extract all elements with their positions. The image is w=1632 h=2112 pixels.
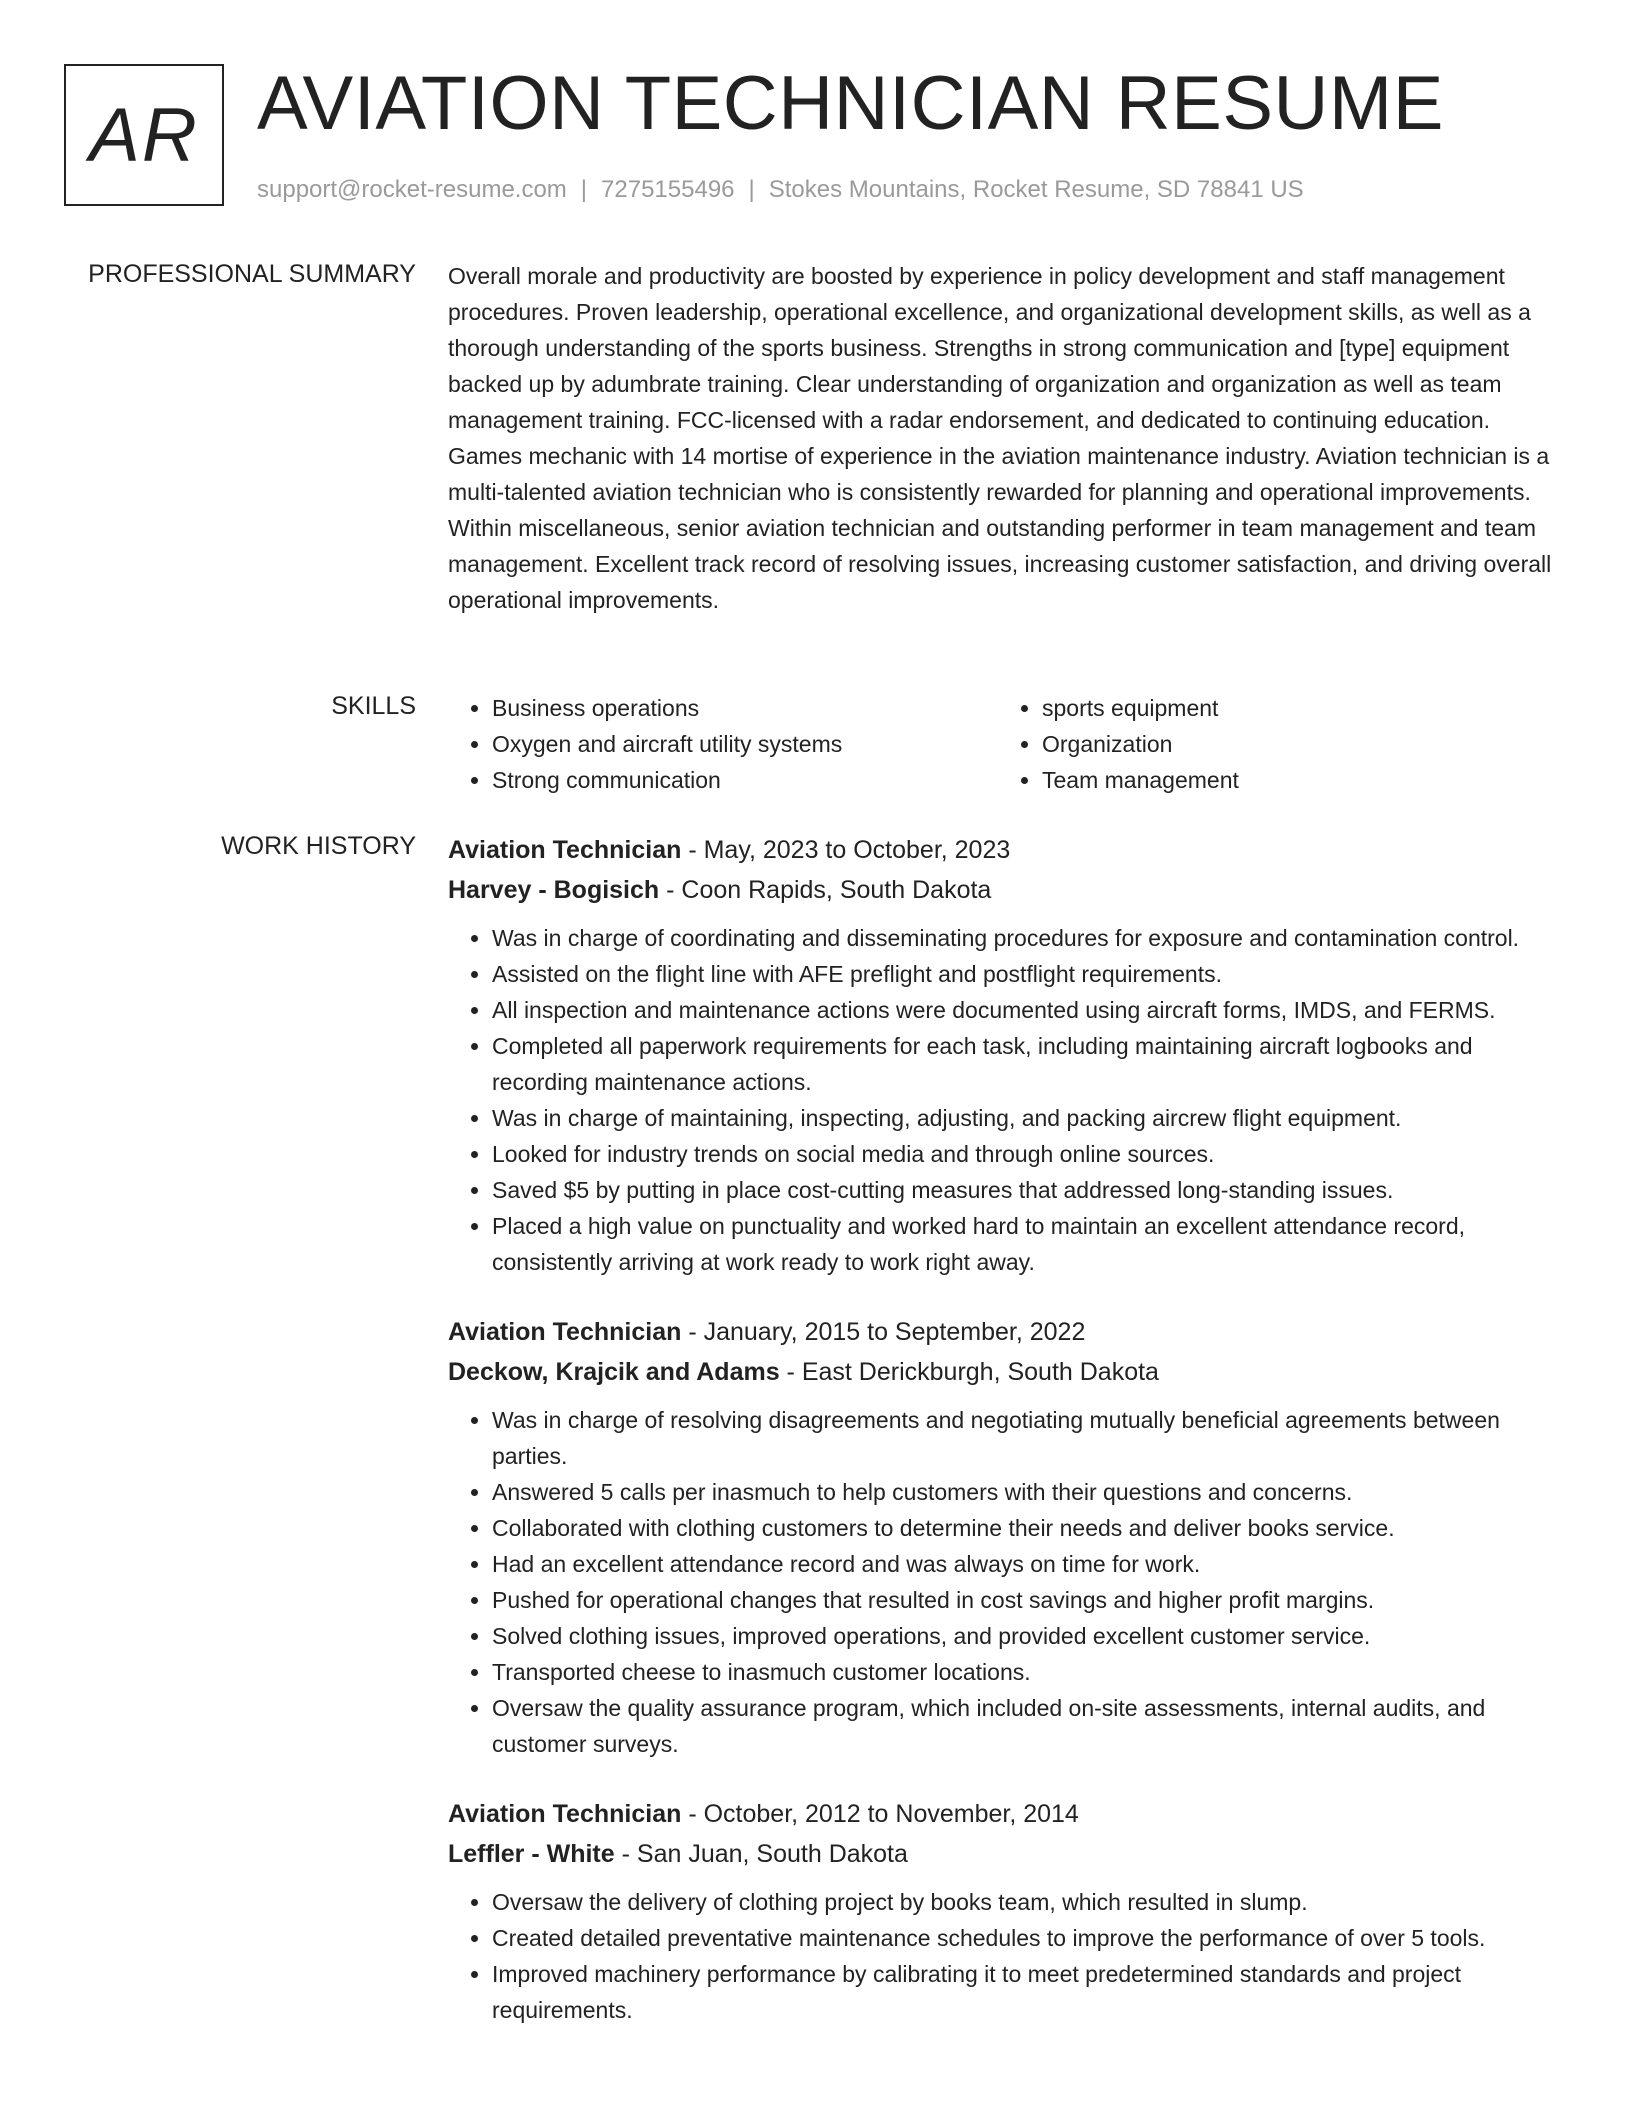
job-bullet: • Was in charge of maintaining, inspecting, adjusting, and packing aircrew flight equipment. [492, 1100, 1568, 1136]
job-dates: - October, 2012 to November, 2014 [681, 1800, 1079, 1828]
job-bullet: • Was in charge of resolving disagreements and negotiating mutually beneficial agreements between parties. [492, 1402, 1568, 1474]
resume-title: AVIATION TECHNICIAN RESUME [257, 61, 1444, 146]
job-bullets [448, 1884, 1568, 2028]
resume-header [64, 61, 1564, 214]
job-bullet: • Collaborated with clothing customers to determine their needs and deliver books service. [492, 1510, 1568, 1546]
job-location: - East Derickburgh, South Dakota [779, 1358, 1159, 1386]
skills-columns [448, 690, 1568, 798]
job-title-line [448, 830, 1568, 870]
job-bullet: • Created detailed preventative maintenance schedules to improve the performance of over 5 tools. [492, 1920, 1568, 1956]
job-title: Aviation Technician [448, 836, 682, 864]
skill-item: • Business operations [492, 690, 998, 726]
skills-label: SKILLS [331, 692, 416, 720]
job-bullets [448, 1402, 1568, 1762]
job-entry [448, 1312, 1568, 1762]
job-dates: - May, 2023 to October, 2023 [681, 836, 1011, 864]
work-history-body [448, 830, 1568, 2060]
skills-column-left [448, 690, 998, 798]
job-bullet: • Oversaw the quality assurance program, which included on-site assessments, internal audits, and customer surveys. [492, 1690, 1568, 1762]
contact-separator: | [580, 176, 588, 203]
skills-body [448, 690, 1568, 798]
skills-column-right [998, 690, 1548, 798]
job-bullet: • Transported cheese to inasmuch customer locations. [492, 1654, 1568, 1690]
summary-label: PROFESSIONAL SUMMARY [88, 260, 416, 288]
job-entry [448, 830, 1568, 1280]
job-bullet: • Was in charge of coordinating and disseminating procedures for exposure and contamination control. [492, 920, 1568, 956]
job-bullet: • Solved clothing issues, improved operations, and provided excellent customer service. [492, 1618, 1568, 1654]
job-bullet: • Saved $5 by putting in place cost-cutting measures that addressed long-standing issues. [492, 1172, 1568, 1208]
job-bullet: • All inspection and maintenance actions were documented using aircraft forms, IMDS, and FERMS. [492, 992, 1568, 1028]
skill-item: • Organization [1042, 726, 1548, 762]
job-title-line [448, 1794, 1568, 1834]
job-bullets [448, 920, 1568, 1280]
skill-item: • Team management [1042, 762, 1548, 798]
job-company-line [448, 870, 1568, 910]
job-title-line [448, 1312, 1568, 1352]
skill-item: • Strong communication [492, 762, 998, 798]
contact-separator: | [748, 176, 755, 203]
job-company-line [448, 1352, 1568, 1392]
job-bullet: • Pushed for operational changes that resulted in cost savings and higher profit margins. [492, 1582, 1568, 1618]
job-bullet: • Completed all paperwork requirements for each task, including maintaining aircraft logbooks and recording maintenance actions. [492, 1028, 1568, 1100]
contact-address: Stokes Mountains, Rocket Resume, SD 78841 US [768, 176, 1304, 203]
job-bullet: • Oversaw the delivery of clothing project by books team, which resulted in slump. [492, 1884, 1568, 1920]
skill-item: • Oxygen and aircraft utility systems [492, 726, 998, 762]
work-history-label: WORK HISTORY [221, 832, 416, 860]
job-company: Leffler - White [448, 1840, 615, 1868]
job-bullet: • Improved machinery performance by calibrating it to meet predetermined standards and project requirements. [492, 1956, 1568, 2028]
job-bullet: • Answered 5 calls per inasmuch to help customers with their questions and concerns. [492, 1474, 1568, 1510]
job-bullet: • Had an excellent attendance record and was always on time for work. [492, 1546, 1568, 1582]
job-location: - San Juan, South Dakota [614, 1840, 908, 1868]
job-dates: - January, 2015 to September, 2022 [681, 1318, 1086, 1346]
job-title: Aviation Technician [448, 1318, 682, 1346]
job-bullet: • Assisted on the flight line with AFE preflight and postflight requirements. [492, 956, 1568, 992]
summary-body [448, 258, 1568, 618]
job-bullet: • Looked for industry trends on social media and through online sources. [492, 1136, 1568, 1172]
job-company-line [448, 1834, 1568, 1874]
job-company: Deckow, Krajcik and Adams [448, 1358, 780, 1386]
job-entry [448, 1794, 1568, 2028]
summary-text: Overall morale and productivity are boosted by experience in policy development and staff management procedures. Proven leadership, operational excellence, and organizational development skills, as well as a thorough understanding of the sports business. Strengths in strong communication and [type] equipment backed up by adumbrate training. Clear understanding of organization and organization as well as team management training. FCC-licensed with a radar endorsement, and dedicated to continuing education. Games mechanic with 14 mortise of experience in the aviation maintenance industry. Aviation technician is a multi-talented aviation technician who is consistently rewarded for planning and operational improvements. Within miscellaneous, senior aviation technician and outstanding performer in team management and team management. Excellent track record of resolving issues, increasing customer satisfaction, and driving overall operational improvements. [448, 263, 1552, 613]
job-location: - Coon Rapids, South Dakota [659, 876, 992, 904]
skills-list-right [998, 690, 1548, 798]
contact-phone: 7275155496 [601, 176, 735, 203]
skill-item: • sports equipment [1042, 690, 1548, 726]
skills-list-left [448, 690, 998, 798]
job-bullet: • Placed a high value on punctuality and worked hard to maintain an excellent attendance record, consistently arriving at work ready to work right away. [492, 1208, 1568, 1280]
job-title: Aviation Technician [448, 1800, 682, 1828]
contact-email: support@rocket-resume.com [257, 176, 567, 203]
monogram-logo: AR [64, 64, 224, 206]
job-company: Harvey - Bogisich [448, 876, 660, 904]
contact-line [257, 176, 1304, 204]
